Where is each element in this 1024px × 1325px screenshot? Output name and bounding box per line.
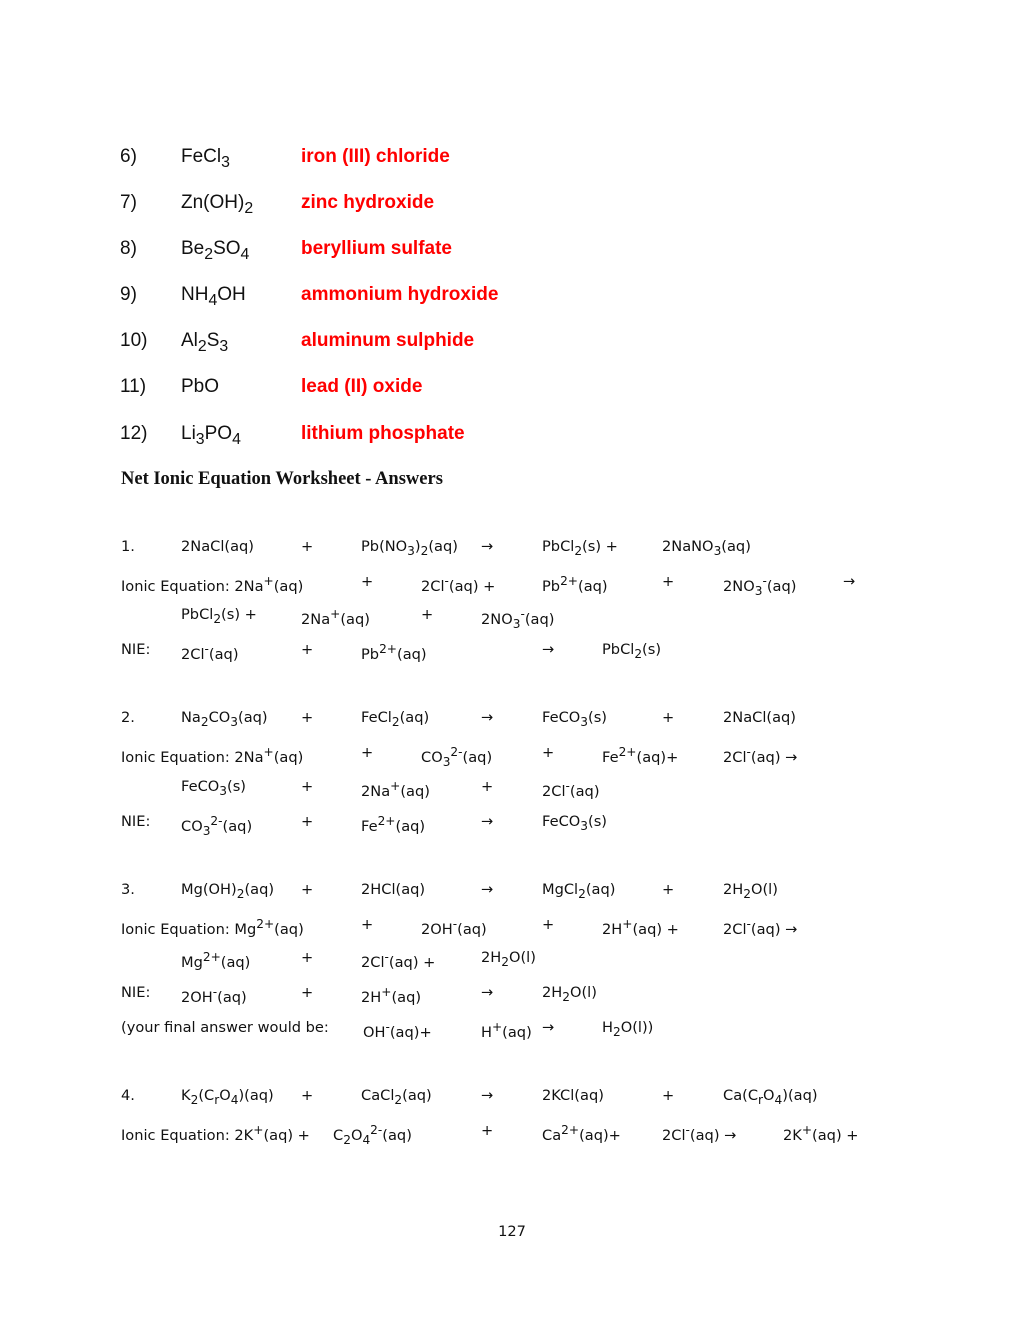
plus-sign: + — [662, 709, 675, 726]
equation-term: FeCl$_2$(aq) — [361, 709, 430, 729]
plus-sign: + — [361, 573, 374, 590]
nomenclature-name: ammonium hydroxide — [301, 284, 499, 305]
equation-term: NIE: — [121, 984, 151, 1001]
equation-term: 1. — [121, 538, 135, 555]
equation-term: OH-(aq)+ — [363, 1020, 432, 1041]
equation-term: 2NaCl(aq) — [723, 709, 796, 726]
plus-sign: + — [301, 538, 314, 555]
reaction-arrow: → — [481, 538, 494, 555]
reaction-arrow: → — [542, 641, 555, 658]
equation-term: $Pb^{2+}(aq)$ — [361, 642, 427, 663]
equation-term: NIE: — [121, 641, 151, 658]
equation-term: $2H_2O(l)$ — [723, 881, 778, 901]
plus-sign: + — [301, 813, 314, 830]
equation-term: 2Cl-(aq) → — [723, 917, 798, 938]
equation-term: NIE: — [121, 813, 151, 830]
reaction-arrow: → — [481, 1087, 494, 1104]
equation-term: $C_2O_4^{2-}(aq)$ — [333, 1123, 412, 1147]
equation-term: FeCO$_3$(s) — [542, 709, 607, 729]
nomenclature-formula: $NH_4OH$ — [181, 284, 246, 309]
equation-term: PbCl$_2$(s) + — [181, 606, 257, 626]
nomenclature-formula: $Zn(OH)_2$ — [181, 192, 254, 217]
equation-term: $H_2O(l)$) — [602, 1019, 654, 1039]
equation-term: 2H+(aq) — [361, 985, 422, 1006]
nomenclature-name: zinc hydroxide — [301, 192, 435, 213]
equation-term: 3. — [121, 881, 135, 898]
plus-sign: + — [481, 778, 494, 795]
equation-term: 4. — [121, 1087, 135, 1104]
reaction-arrow: → — [481, 709, 494, 726]
plus-sign: + — [301, 641, 314, 658]
plus-sign: + — [301, 984, 314, 1001]
reaction-arrow: → — [481, 984, 494, 1001]
equation-term: 2OH-(aq) — [181, 985, 247, 1006]
equation-term: Ionic Equation: $Mg^{2+}(aq)$ — [121, 917, 304, 938]
plus-sign: + — [662, 1087, 675, 1104]
reaction-arrow: → — [481, 813, 494, 830]
plus-sign: + — [301, 881, 314, 898]
equation-term: (your final answer would be: — [121, 1019, 329, 1036]
nomenclature-name: aluminum sulphide — [301, 330, 475, 351]
equation-term: $CO_3^{2-}(aq)$ — [421, 745, 493, 769]
equation-term: $2H_2O(l)$ — [481, 949, 536, 969]
plus-sign: + — [301, 709, 314, 726]
plus-sign: + — [301, 1087, 314, 1104]
nomenclature-num: 11) — [120, 376, 147, 397]
equation-term: 2. — [121, 709, 135, 726]
nomenclature-formula: FeCl$_3$ — [181, 146, 230, 171]
equation-term: 2K+(aq) + — [783, 1123, 859, 1144]
plus-sign: + — [481, 1122, 494, 1139]
equation-term: MgCl$_2$(aq) — [542, 881, 616, 901]
equation-term: PbCl$_2$(s) — [602, 641, 662, 661]
nomenclature-formula: PbO — [181, 376, 220, 397]
equation-term: $CO_3^{2-}(aq)$ — [181, 814, 253, 838]
equation-term: 2Cl-(aq) + — [421, 574, 496, 595]
plus-sign: + — [361, 916, 374, 933]
plus-sign: + — [542, 916, 555, 933]
equation-term: $2H_2O(l)$ — [542, 984, 597, 1004]
equation-term: $Pb^{2+}(aq)$ — [542, 574, 608, 595]
nomenclature-num: 6) — [120, 146, 137, 167]
plus-sign: + — [301, 949, 314, 966]
nomenclature-num: 10) — [120, 330, 148, 351]
equation-term: 2Cl-(aq) — [181, 642, 239, 663]
nomenclature-num: 8) — [120, 238, 137, 259]
plus-sign: + — [662, 881, 675, 898]
page-number: 127 — [498, 1223, 526, 1240]
plus-sign: + — [542, 744, 555, 761]
equation-term: 2OH-(aq) — [421, 917, 487, 938]
equation-term: PbCl$_2$(s) + — [542, 538, 618, 558]
equation-term: $Mg^{2+}(aq)$ — [181, 950, 251, 971]
equation-term: FeCO$_3$(s) — [542, 813, 607, 833]
equation-term: 2Cl-(aq) → — [723, 745, 798, 766]
equation-term: Ionic Equation: 2K+(aq) + — [121, 1123, 310, 1144]
equation-term: $Fe^{2+}(aq)+$ — [602, 745, 679, 766]
equation-term: $Mg(OH)_2(aq)$ — [181, 881, 275, 901]
equation-term: Ionic Equation: 2Na+(aq) — [121, 745, 304, 766]
equation-term: $Fe^{2+}(aq)$ — [361, 814, 426, 835]
equation-term: $Ca(C_rO_4)(aq)$ — [723, 1087, 818, 1107]
equation-term: FeCO$_3$(s) — [181, 778, 246, 798]
equation-term: $2NO_3^-(aq)$ — [723, 574, 797, 598]
equation-term: 2H+(aq) + — [602, 917, 679, 938]
worksheet-title: Net Ionic Equation Worksheet - Answers — [121, 469, 443, 489]
nomenclature-name: iron (III) chloride — [301, 146, 450, 167]
nomenclature-name: lead (II) oxide — [301, 376, 423, 397]
nomenclature-num: 12) — [120, 423, 148, 444]
equation-term: $Ca^{2+}(aq)+$ — [542, 1123, 621, 1144]
equation-term: $2NO_3^-(aq)$ — [481, 607, 555, 631]
equation-term: 2NaCl(aq) — [181, 538, 254, 555]
equation-term: 2Na+(aq) — [361, 779, 430, 800]
equation-term: 2Cl-(aq) → — [662, 1123, 737, 1144]
equation-term: Ionic Equation: 2Na+(aq) — [121, 574, 304, 595]
equation-term: 2Cl-(aq) — [542, 779, 600, 800]
equation-term: 2Cl-(aq) + — [361, 950, 436, 971]
equation-term: H+(aq) — [481, 1020, 532, 1041]
plus-sign: + — [662, 573, 675, 590]
equation-term: 2Na+(aq) — [301, 607, 370, 628]
nomenclature-name: lithium phosphate — [301, 423, 465, 444]
plus-sign: + — [421, 606, 434, 623]
equation-term: $K_2(C_rO_4)(aq)$ — [181, 1087, 274, 1107]
equation-term: $Pb(NO_3)_2(aq)$ — [361, 538, 458, 558]
nomenclature-num: 9) — [120, 284, 137, 305]
equation-term: 2NaNO$_3$(aq) — [662, 538, 751, 558]
plus-sign: + — [361, 744, 374, 761]
nomenclature-formula: $Li_3PO_4$ — [181, 423, 241, 448]
equation-term: 2HCl(aq) — [361, 881, 426, 898]
reaction-arrow: → — [542, 1019, 555, 1036]
nomenclature-num: 7) — [120, 192, 137, 213]
reaction-arrow: → — [481, 881, 494, 898]
nomenclature-formula: $Be_2SO_4$ — [181, 238, 250, 263]
equation-term: CaCl$_2$(aq) — [361, 1087, 432, 1107]
nomenclature-formula: $Al_2S_3$ — [181, 330, 229, 355]
reaction-arrow: → — [843, 573, 856, 590]
equation-term: $Na_2CO_3(aq)$ — [181, 709, 268, 729]
nomenclature-name: beryllium sulfate — [301, 238, 452, 259]
plus-sign: + — [301, 778, 314, 795]
equation-term: 2KCl(aq) — [542, 1087, 604, 1104]
